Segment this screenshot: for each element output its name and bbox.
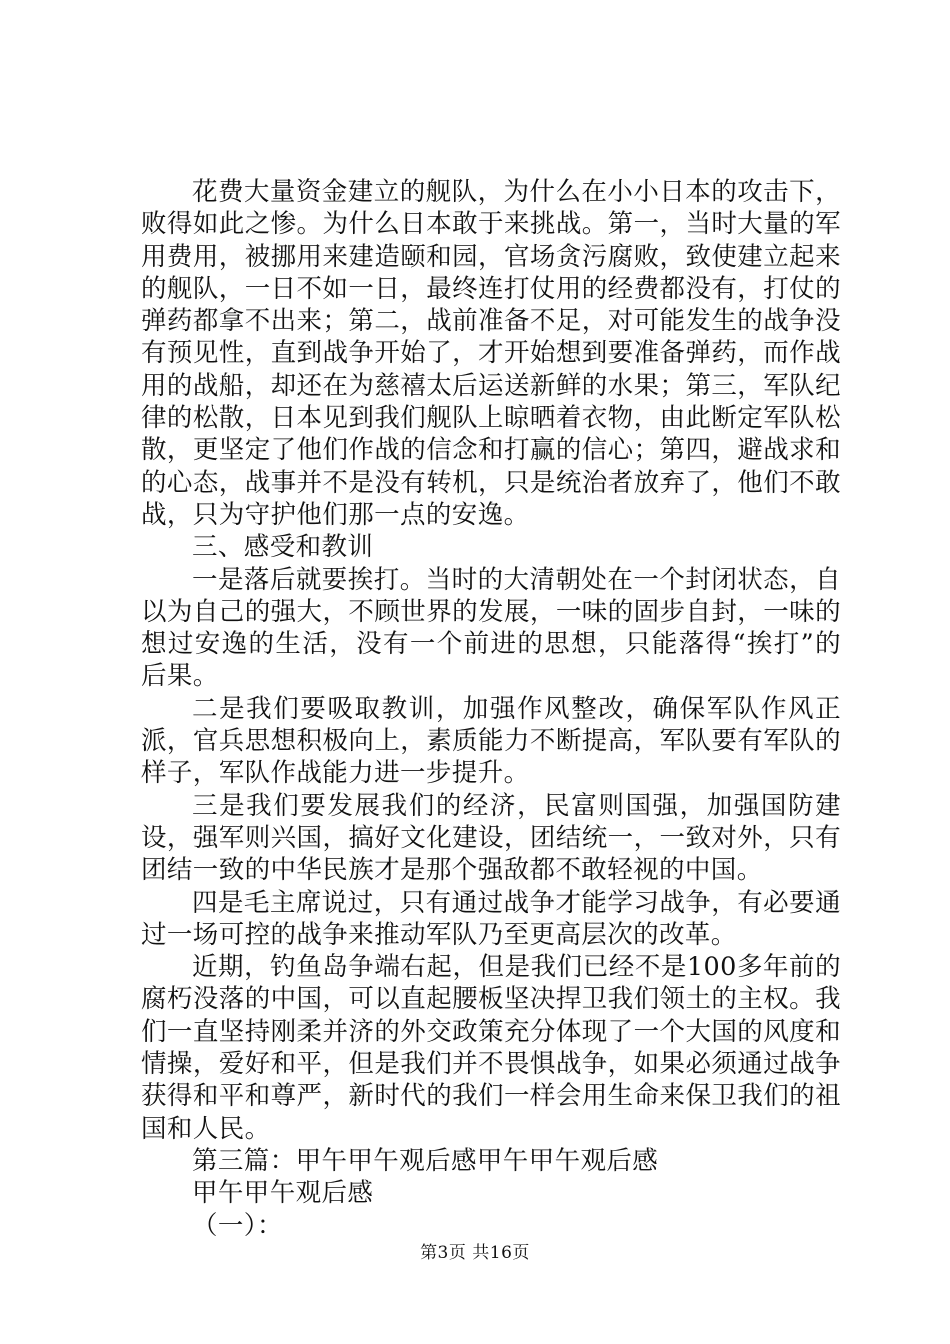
paragraph-lesson-one: 一是落后就要挨打。当时的大清朝处在一个封闭状态，自以为自己的强大，不顾世界的发展，一味的固步自封，一味的想过安逸的生活，没有一个前进的思想，只能落得“挨打”的后果。 [141,564,841,692]
section-number: （一）： [192,1210,283,1241]
paragraph-fleet-defeat: 花费大量资金建立的舰队，为什么在小小日本的攻击下，败得如此之惨。为什么日本敢于来挑战。第一，当时大量的军用费用，被挪用来建造颐和园，官场贪污腐败，致使建立起来的舰队，一日不如一日，最终连打仗用的经费都没有，打仗的弹药都拿不出来；第二，战前准备不足，对可能发生的战争没有预见性，直到战争开始了，才开始想到要准备弹药，而作战用的战船，却还在为慈禧太后运送新鲜的水果；第三，军队纪律的松散，日本见到我们舰队上晾晒着衣物，由此断定军队松散，更坚定了他们作战的信念和打赢的信心；第四，避战求和的心态，战事并不是没有转机，只是统治者放弃了，他们不敢战，只为守护他们那一点的安逸。 [141,177,841,530]
article-subtitle: 甲午甲午观后感 [192,1178,374,1209]
paragraph-lesson-three: 三是我们要发展我们的经济，民富则国强，加强国防建设，强军则兴国，搞好文化建设，团结统一，一致对外，只有团结一致的中华民族才是那个强敌都不敢轻视的中国。 [141,790,841,886]
document-body [141,176,841,1242]
section-heading-lessons: 三、感受和教训 [192,532,374,563]
paragraph-lesson-four: 四是毛主席说过，只有通过战争才能学习战争，有必要通过一场可控的战争来推动军队乃至更高层次的改革。 [141,887,841,950]
paragraph-lesson-two: 二是我们要吸取教训，加强作风整改，确保军队作风正派，官兵思想积极向上，素质能力不断提高，军队要有军队的样子，军队作战能力进一步提升。 [141,693,841,789]
paragraph-recent-events: 近期，钓鱼岛争端右起，但是我们已经不是100多年前的腐朽没落的中国，可以直起腰板坚决捍卫我们领土的主权。我们一直坚持刚柔并济的外交政策充分体现了一个大国的风度和情操，爱好和平，但是我们并不畏惧战争，如果必须通过战争获得和平和尊严，新时代的我们一样会用生命来保卫我们的祖国和人民。 [141,952,841,1144]
page-footer: 第3页 共16页 [420,1243,530,1263]
article-title: 第三篇：甲午甲午观后感甲午甲午观后感 [192,1145,659,1176]
